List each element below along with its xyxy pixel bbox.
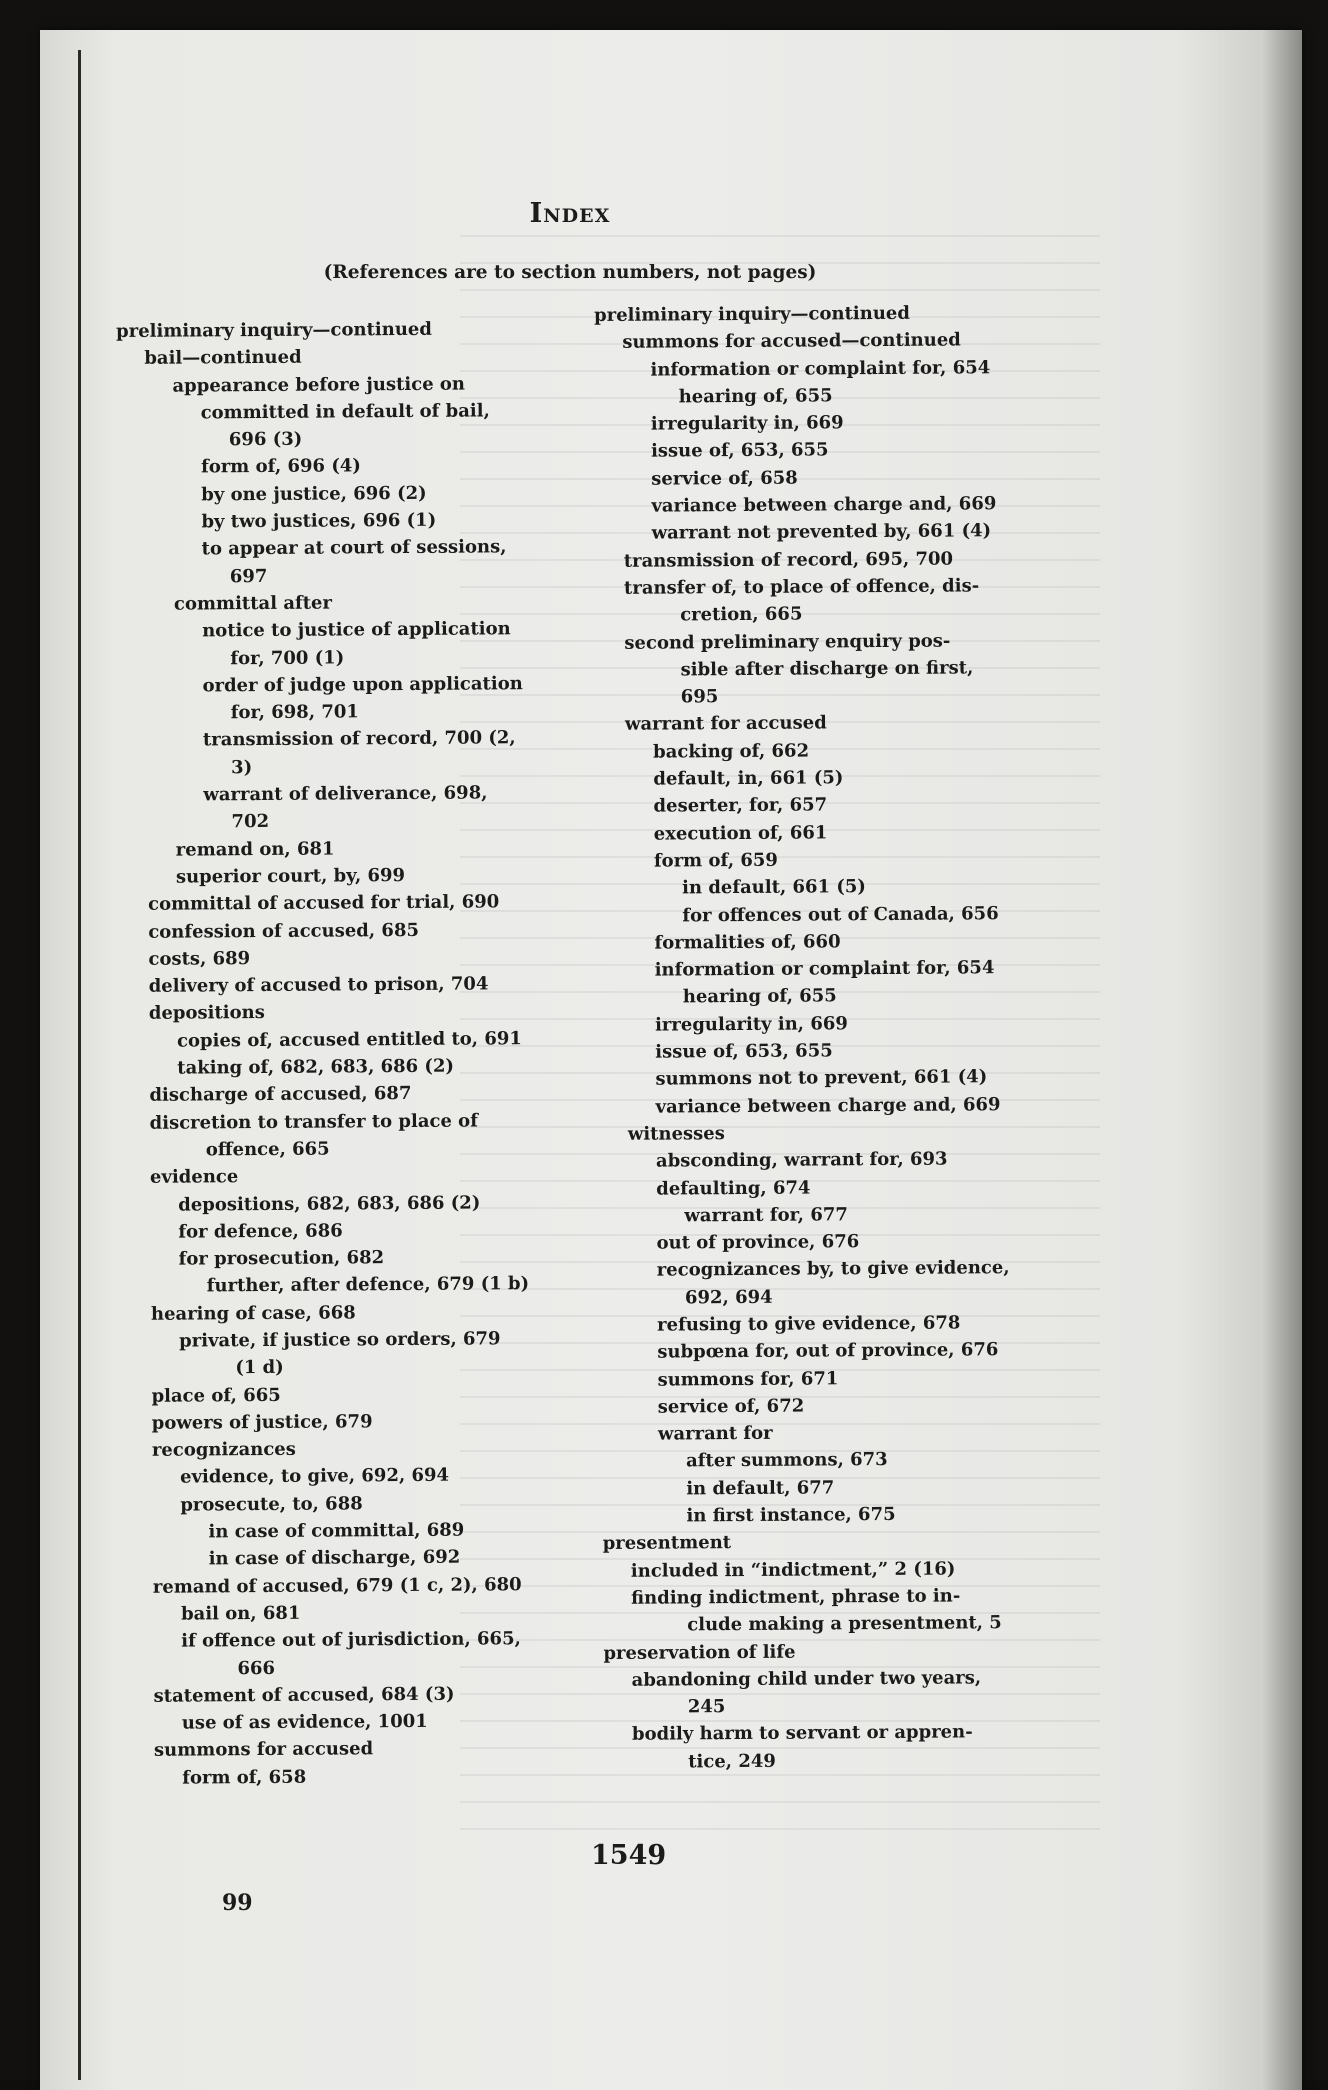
- index-entry: bail—continued: [144, 347, 302, 370]
- index-entry: committed in default of bail,: [200, 400, 490, 424]
- index-entry: warrant for: [657, 1422, 773, 1445]
- index-entry: bodily harm to servant or appren-: [631, 1721, 973, 1746]
- index-entry: appearance before justice on: [172, 373, 466, 397]
- index-entry: transmission of record, 695, 700: [623, 548, 954, 572]
- index-entry: notice to justice of application: [202, 618, 511, 642]
- index-entry: transfer of, to place of offence, dis-: [623, 575, 980, 599]
- index-entry: refusing to give evidence, 678: [657, 1312, 961, 1336]
- index-entry: irregularity in, 669: [650, 412, 844, 435]
- index-entry: cretion, 665: [680, 603, 803, 626]
- index-entry: issue of, 653, 655: [650, 439, 829, 463]
- index-entry: statement of accused, 684 (3): [153, 1683, 455, 1707]
- index-entry: for prosecution, 682: [178, 1247, 385, 1270]
- index-entry: for offences out of Canada, 656: [682, 902, 999, 926]
- index-entry: transmission of record, 700 (2,: [202, 727, 516, 751]
- index-entry: warrant for, 677: [684, 1204, 848, 1227]
- index-entry: copies of, accused entitled to, 691: [176, 1027, 522, 1052]
- index-entry: deserter, for, 657: [653, 794, 828, 817]
- folio-number-center: 1549: [591, 1840, 667, 1871]
- index-entry: to appear at court of sessions,: [201, 536, 507, 560]
- index-entry: after summons, 673: [686, 1449, 888, 1472]
- index-entry: 697: [229, 565, 268, 587]
- index-entry: in default, 661 (5): [682, 876, 866, 899]
- index-entry: in first instance, 675: [686, 1503, 896, 1527]
- index-entry: sible after discharge on first,: [680, 657, 974, 681]
- index-entry: summons for accused—continued: [622, 329, 961, 354]
- index-entry: hearing of, 655: [678, 385, 833, 408]
- index-entry: in case of committal, 689: [208, 1519, 465, 1543]
- index-entry: discretion to transfer to place of: [149, 1110, 478, 1134]
- index-entry: bail on, 681: [180, 1602, 301, 1625]
- index-entry: (1 d): [235, 1357, 284, 1379]
- index-entry: issue of, 653, 655: [655, 1040, 833, 1063]
- page-subtitle: (References are to section numbers, not pages): [323, 262, 817, 283]
- index-entry: warrant of deliverance, 698,: [203, 782, 488, 806]
- index-entry: tice, 249: [688, 1750, 776, 1773]
- index-entry: subpœna for, out of province, 676: [657, 1339, 999, 1363]
- index-entry: warrant for accused: [624, 712, 827, 736]
- index-entry: 695: [680, 686, 719, 708]
- index-entry: absconding, warrant for, 693: [655, 1148, 948, 1172]
- index-entry: 692, 694: [684, 1286, 773, 1309]
- index-entry: powers of justice, 679: [151, 1411, 373, 1434]
- index-column-left: [116, 315, 596, 1792]
- index-entry: taking of, 682, 683, 686 (2): [177, 1055, 455, 1079]
- index-entry: summons for accused: [153, 1738, 374, 1762]
- index-entry: superior court, by, 699: [175, 864, 406, 888]
- index-entry: private, if justice so orders, 679: [179, 1328, 501, 1352]
- index-entry: committal of accused for trial, 690: [148, 891, 500, 916]
- index-entry: form of, 696 (4): [200, 455, 361, 478]
- index-entry: order of judge upon application: [202, 673, 523, 697]
- index-entry: second preliminary enquiry pos-: [624, 630, 951, 654]
- index-entry: committal after: [173, 592, 333, 615]
- index-entry: presentment: [602, 1532, 732, 1555]
- index-entry: execution of, 661: [653, 822, 828, 845]
- index-entry: preservation of life: [603, 1641, 796, 1664]
- index-entry: by two justices, 696 (1): [201, 509, 437, 533]
- index-entry: out of province, 676: [656, 1231, 860, 1254]
- index-entry: variance between charge and, 669: [651, 493, 997, 517]
- folio-number-left: 99: [222, 1890, 253, 1916]
- index-entry: preliminary inquiry—continued: [594, 302, 911, 326]
- index-entry: recognizances by, to give evidence,: [656, 1257, 1010, 1281]
- index-entry: 3): [231, 756, 253, 778]
- index-entry: finding indictment, phrase to in-: [630, 1585, 961, 1609]
- index-entry: use of as evidence, 1001: [181, 1710, 428, 1734]
- index-entry: place of, 665: [151, 1384, 281, 1407]
- index-entry: default, in, 661 (5): [653, 767, 844, 790]
- index-entry: irregularity in, 669: [654, 1012, 848, 1036]
- page-edge-shadow: [1262, 30, 1302, 2090]
- index-entry: confession of accused, 685: [148, 919, 420, 943]
- index-entry: clude making a presentment, 5: [687, 1612, 1002, 1636]
- index-entry: for defence, 686: [178, 1220, 343, 1243]
- index-entry: service of, 658: [651, 467, 798, 490]
- index-entry: 245: [687, 1696, 726, 1718]
- index-entry: summons not to prevent, 661 (4): [655, 1066, 988, 1090]
- index-entry: remand of accused, 679 (1 c, 2), 680: [152, 1573, 522, 1598]
- index-entry: defaulting, 674: [656, 1177, 811, 1200]
- index-entry: witnesses: [627, 1123, 725, 1145]
- binding-line: [78, 50, 81, 2080]
- index-entry: evidence: [149, 1166, 239, 1188]
- index-entry: if offence out of jurisdiction, 665,: [181, 1628, 521, 1652]
- index-entry: 696 (3): [228, 428, 303, 451]
- index-entry: remand on, 681: [175, 838, 335, 861]
- index-entry: for, 700 (1): [230, 646, 345, 669]
- index-entry: included in “indictment,” 2 (16): [630, 1558, 956, 1582]
- index-entry: 666: [237, 1657, 276, 1679]
- index-entry: abandoning child under two years,: [631, 1667, 982, 1691]
- index-entry: evidence, to give, 692, 694: [180, 1465, 450, 1489]
- index-entry: hearing of case, 668: [150, 1302, 356, 1325]
- index-entry: summons for, 671: [657, 1367, 839, 1391]
- index-entry: 702: [231, 811, 270, 833]
- index-entry: by one justice, 696 (2): [201, 482, 427, 506]
- index-entry: costs, 689: [148, 947, 251, 970]
- index-entry: discharge of accused, 687: [149, 1083, 412, 1107]
- index-entry: service of, 672: [657, 1395, 805, 1418]
- index-column-right: [594, 299, 1074, 1776]
- index-entry: warrant not prevented by, 661 (4): [651, 520, 992, 544]
- index-entry: backing of, 662: [653, 740, 810, 763]
- page-title: Index: [529, 198, 611, 229]
- index-entry: in default, 677: [686, 1477, 835, 1500]
- index-entry: delivery of accused to prison, 704: [148, 973, 489, 997]
- index-entry: preliminary inquiry—continued: [116, 318, 433, 342]
- index-entry: depositions, 682, 683, 686 (2): [178, 1191, 481, 1216]
- index-entry: in case of discharge, 692: [208, 1546, 461, 1570]
- index-entry: variance between charge and, 669: [655, 1093, 1001, 1118]
- index-entry: recognizances: [151, 1438, 296, 1461]
- index-entry: hearing of, 655: [682, 985, 837, 1008]
- index-entry: information or complaint for, 654: [654, 957, 995, 981]
- index-entry: depositions: [148, 1002, 265, 1025]
- index-entry: information or complaint for, 654: [650, 356, 991, 381]
- index-entry: prosecute, to, 688: [180, 1493, 363, 1516]
- index-entry: offence, 665: [205, 1138, 330, 1161]
- index-entry: formalities of, 660: [654, 931, 841, 954]
- index-entry: form of, 659: [653, 849, 778, 872]
- index-entry: form of, 658: [182, 1766, 307, 1789]
- index-entry: further, after defence, 679 (1 b): [206, 1273, 530, 1297]
- index-entry: for, 698, 701: [230, 701, 359, 724]
